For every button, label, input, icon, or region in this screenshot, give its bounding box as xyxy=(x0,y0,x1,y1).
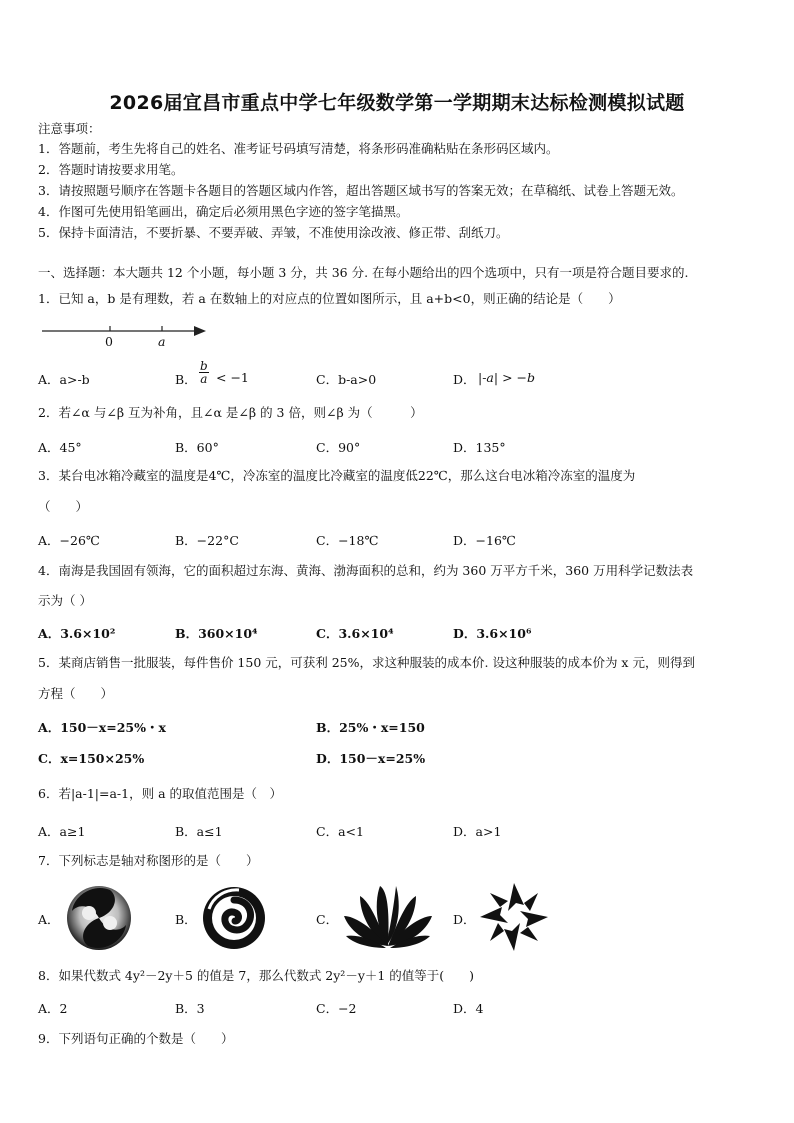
q4-option-b[interactable]: B．360×10⁴ xyxy=(175,626,258,641)
q1-option-b-fraction xyxy=(199,360,209,385)
q2-option-c[interactable]: C．90° xyxy=(316,440,361,455)
q7-option-b[interactable]: B． xyxy=(175,912,197,927)
q5-option-d[interactable]: D．150－x=25% xyxy=(316,751,426,766)
q4-option-a[interactable]: A．3.6×10² xyxy=(38,626,116,641)
q5-option-c[interactable]: C．x=150×25% xyxy=(38,751,145,766)
q3-stem: 3．某台电冰箱冷藏室的温度是4℃，冷冻室的温度比冷藏室的温度低22℃，那么这台电冰箱冷冻室的温度为 xyxy=(38,468,636,483)
q5-stem-continued: 方程（ ） xyxy=(38,686,114,701)
q8-option-c[interactable]: C．−2 xyxy=(316,1001,357,1016)
q6-option-c[interactable]: C．a<1 xyxy=(316,824,364,839)
q4-stem-continued: 示为（ ） xyxy=(38,593,92,608)
q7-stem: 7．下列标志是轴对称图形的是（ ） xyxy=(38,853,259,868)
notes-item-5: 5．保持卡面清洁，不要折暴、不要弄破、弄皱，不准使用涂改液、修正带、刮纸刀。 xyxy=(38,225,509,240)
q2-stem: 2．若∠α 与∠β 互为补角，且∠α 是∠β 的 3 倍，则∠β 为（ ） xyxy=(38,405,423,420)
section-heading: 一、选择题：本大题共 12 个小题，每小题 3 分，共 36 分. 在每小题给出的四个选项中，只有一项是符合题目要求的. xyxy=(38,265,689,280)
q1-option-d-prefix[interactable]: D． xyxy=(453,372,476,387)
q9-stem: 9．下列语句正确的个数是（ ） xyxy=(38,1031,234,1046)
fraction-denominator: a xyxy=(200,372,208,386)
q1-option-d-rest: |-a| > −b xyxy=(478,370,535,385)
q5-option-a[interactable]: A．150－x=25%・x xyxy=(38,720,166,735)
q3-option-a[interactable]: A．−26℃ xyxy=(38,533,100,548)
notes-heading: 注意事项： xyxy=(38,121,101,136)
notes-item-1: 1．答题前，考生先将自己的姓名、准考证号码填写清楚，将条形码准确粘贴在条形码区域内。 xyxy=(38,141,559,156)
q7-option-a[interactable]: A． xyxy=(38,912,60,927)
q8-option-d[interactable]: D．4 xyxy=(453,1001,484,1016)
q1-option-a[interactable]: A．a>-b xyxy=(38,372,90,387)
q8-stem: 8．如果代数式 4y²－2y＋5 的值是 7，那么代数式 2y²－y＋1 的值等于( ) xyxy=(38,968,475,983)
q4-stem: 4．南海是我国固有领海，它的面积超过东海、黄海、渤海面积的总和，约为 360 万平方千米，360 万用科学记数法表 xyxy=(38,563,694,578)
q2-option-d[interactable]: D．135° xyxy=(453,440,506,455)
q2-option-b[interactable]: B．60° xyxy=(175,440,219,455)
notes-item-2: 2．答题时请按要求用笔。 xyxy=(38,162,184,177)
q3-option-c[interactable]: C．−18℃ xyxy=(316,533,379,548)
q1-option-b-prefix[interactable]: B． xyxy=(175,372,197,387)
swirl-ring-logo-icon[interactable] xyxy=(199,883,269,953)
q7-option-c[interactable]: C． xyxy=(316,912,339,927)
petal-fan-logo-icon[interactable] xyxy=(340,884,436,950)
notes-item-4: 4．作图可先使用铅笔画出，确定后必须用黑色字迹的签字笔描黑。 xyxy=(38,204,409,219)
fraction-numerator: b xyxy=(200,359,208,373)
number-line-figure xyxy=(40,318,220,358)
q6-option-a[interactable]: A．a≥1 xyxy=(38,824,86,839)
axis-label-a: a xyxy=(158,334,166,349)
q2-option-a[interactable]: A．45° xyxy=(38,440,82,455)
q3-option-b[interactable]: B．−22°C xyxy=(175,533,239,548)
four-point-star-logo-icon[interactable] xyxy=(478,881,550,953)
q5-stem: 5．某商店销售一批服装，每件售价 150 元，可获利 25%，求这种服装的成本价. 设这种服装的成本价为 x 元，则得到 xyxy=(38,655,695,670)
notes-item-3: 3．请按照题号顺序在答题卡各题目的答题区域内作答，超出答题区域书写的答案无效；在草稿纸、试卷上答题无效。 xyxy=(38,183,684,198)
q6-option-d[interactable]: D．a>1 xyxy=(453,824,502,839)
q4-option-d[interactable]: D．3.6×10⁶ xyxy=(453,626,532,641)
q1-option-b-rest: < −1 xyxy=(216,370,249,385)
q1-option-c[interactable]: C．b-a>0 xyxy=(316,372,377,387)
q3-stem-continued: （ ） xyxy=(38,499,89,514)
q6-option-b[interactable]: B．a≤1 xyxy=(175,824,223,839)
taiji-like-logo-icon[interactable] xyxy=(64,883,134,953)
q8-option-b[interactable]: B．3 xyxy=(175,1001,205,1016)
q8-option-a[interactable]: A．2 xyxy=(38,1001,68,1016)
q5-option-b[interactable]: B．25%・x=150 xyxy=(316,720,425,735)
q7-option-d[interactable]: D． xyxy=(453,912,476,927)
q6-stem: 6．若|a-1|=a-1，则 a 的取值范围是（ ） xyxy=(38,786,283,801)
axis-label-zero: 0 xyxy=(105,334,113,349)
q1-stem: 1．已知 a，b 是有理数，若 a 在数轴上的对应点的位置如图所示，且 a+b<0，则正确的结论是（ ） xyxy=(38,291,621,306)
page-title: 2026届宜昌市重点中学七年级数学第一学期期末达标检测模拟试题 xyxy=(109,92,685,114)
q3-option-d[interactable]: D．−16℃ xyxy=(453,533,516,548)
q4-option-c[interactable]: C．3.6×10⁴ xyxy=(316,626,394,641)
